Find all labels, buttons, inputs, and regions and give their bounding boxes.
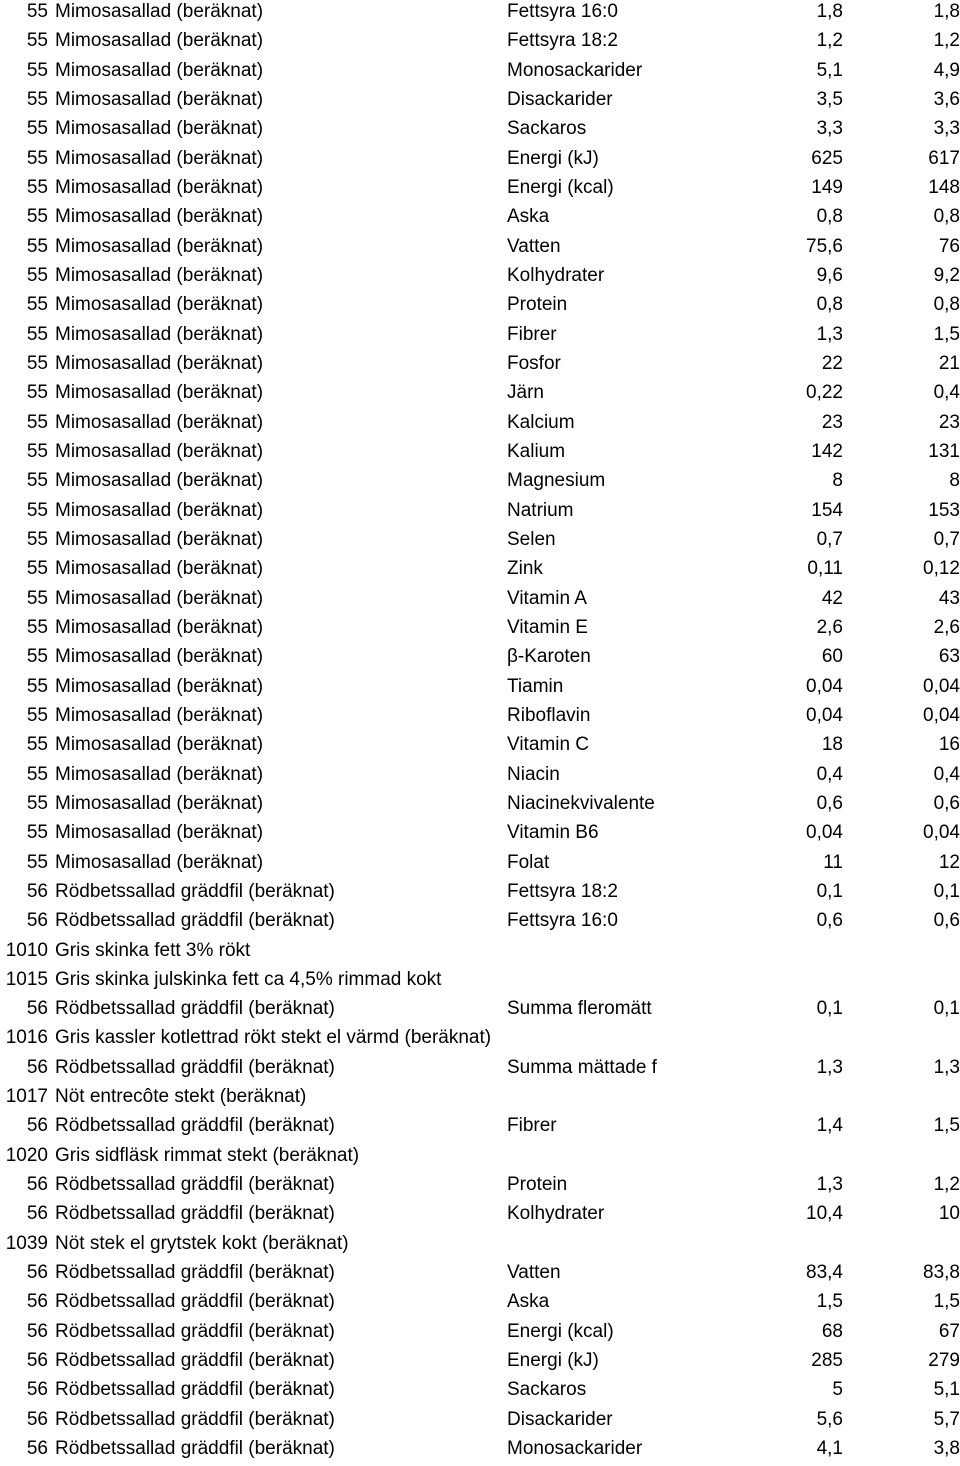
food-name: Nöt entrecôte stekt (beräknat)	[55, 1086, 307, 1108]
table-row	[0, 1085, 960, 1114]
value-2: 0,1	[933, 880, 960, 902]
table-row	[0, 763, 960, 792]
value-1: 0,4	[816, 763, 843, 785]
row-id: 56	[26, 1320, 48, 1342]
food-name: Rödbetssallad gräddfil (beräknat)	[55, 880, 335, 902]
nutrient-name: Energi (kJ)	[507, 1350, 599, 1372]
food-name: Mimosasallad (beräknat)	[55, 294, 264, 316]
table-row	[0, 352, 960, 381]
table-row	[0, 1232, 960, 1261]
value-1: 285	[811, 1350, 843, 1372]
value-1: 625	[811, 147, 843, 169]
food-name: Rödbetssallad gräddfil (beräknat)	[55, 998, 335, 1020]
food-name: Mimosasallad (beräknat)	[55, 675, 264, 697]
row-id: 1017	[5, 1086, 48, 1108]
table-row	[0, 1144, 960, 1173]
value-2: 2,6	[933, 616, 960, 638]
value-1: 2,6	[816, 616, 843, 638]
value-2: 0,04	[923, 822, 960, 844]
value-2: 1,8	[933, 1, 960, 22]
table-row	[0, 1290, 960, 1319]
food-name: Rödbetssallad gräddfil (beräknat)	[55, 1262, 335, 1284]
value-2: 0,8	[933, 294, 960, 316]
table-row	[0, 59, 960, 88]
value-2: 1,2	[933, 30, 960, 52]
table-row	[0, 1437, 960, 1466]
nutrient-name: Sackaros	[507, 1379, 587, 1401]
nutrient-name: Fibrer	[507, 323, 557, 345]
food-name: Rödbetssallad gräddfil (beräknat)	[55, 1438, 335, 1460]
row-id: 55	[26, 382, 48, 404]
table-row	[0, 1378, 960, 1407]
row-id: 56	[26, 1262, 48, 1284]
value-2: 8	[949, 470, 960, 492]
value-1: 0,6	[816, 910, 843, 932]
nutrient-name: Folat	[507, 851, 550, 873]
nutrient-name: Energi (kcal)	[507, 1320, 614, 1342]
value-2: 0,8	[933, 206, 960, 228]
value-2: 76	[938, 235, 960, 257]
row-id: 55	[26, 470, 48, 492]
row-id: 56	[26, 1056, 48, 1078]
food-name: Rödbetssallad gräddfil (beräknat)	[55, 910, 335, 932]
food-name: Gris skinka julskinka fett ca 4,5% rimmad kokt	[55, 968, 442, 990]
table-row	[0, 0, 960, 29]
nutrient-name: Monosackarider	[507, 59, 643, 81]
value-1: 75,6	[806, 235, 843, 257]
value-2: 0,12	[923, 558, 960, 580]
table-row	[0, 1173, 960, 1202]
row-id: 56	[26, 1174, 48, 1196]
nutrient-name: Vatten	[507, 1262, 561, 1284]
food-name: Mimosasallad (beräknat)	[55, 176, 264, 198]
table-row	[0, 909, 960, 938]
value-1: 3,5	[816, 88, 843, 110]
row-id: 1015	[5, 968, 48, 990]
nutrient-name: β-Karoten	[507, 646, 591, 668]
value-2: 23	[938, 411, 960, 433]
table-row	[0, 616, 960, 645]
food-name: Rödbetssallad gräddfil (beräknat)	[55, 1350, 335, 1372]
value-1: 4,1	[816, 1438, 843, 1460]
value-1: 0,7	[816, 528, 843, 550]
row-id: 55	[26, 851, 48, 873]
food-name: Mimosasallad (beräknat)	[55, 792, 264, 814]
nutrient-name: Energi (kcal)	[507, 176, 614, 198]
food-name: Mimosasallad (beräknat)	[55, 411, 264, 433]
food-name: Gris kassler kotlettrad rökt stekt el värmd (beräknat)	[55, 1027, 492, 1049]
food-name: Mimosasallad (beräknat)	[55, 382, 264, 404]
nutrient-name: Vitamin C	[507, 734, 590, 756]
row-id: 55	[26, 675, 48, 697]
value-2: 16	[938, 734, 960, 756]
row-id: 55	[26, 822, 48, 844]
row-id: 55	[26, 352, 48, 374]
table-row	[0, 293, 960, 322]
value-1: 3,3	[816, 118, 843, 140]
table-row	[0, 939, 960, 968]
nutrient-name: Fosfor	[507, 352, 561, 374]
table-row	[0, 264, 960, 293]
table-row	[0, 117, 960, 146]
row-id: 56	[26, 1115, 48, 1137]
value-2: 0,4	[933, 382, 960, 404]
table-row	[0, 968, 960, 997]
food-name: Mimosasallad (beräknat)	[55, 235, 264, 257]
food-name: Mimosasallad (beräknat)	[55, 822, 264, 844]
value-1: 0,1	[816, 998, 843, 1020]
value-2: 1,3	[933, 1056, 960, 1078]
value-1: 0,04	[806, 822, 843, 844]
nutrient-name: Riboflavin	[507, 704, 591, 726]
table-row	[0, 733, 960, 762]
row-id: 55	[26, 734, 48, 756]
table-row	[0, 528, 960, 557]
row-id: 55	[26, 440, 48, 462]
row-id: 56	[26, 880, 48, 902]
value-1: 0,04	[806, 675, 843, 697]
nutrient-name: Aska	[507, 206, 550, 228]
value-2: 0,6	[933, 910, 960, 932]
table-row	[0, 1320, 960, 1349]
row-id: 55	[26, 587, 48, 609]
row-id: 55	[26, 235, 48, 257]
table-row	[0, 235, 960, 264]
row-id: 55	[26, 558, 48, 580]
value-1: 1,3	[816, 323, 843, 345]
row-id: 55	[26, 176, 48, 198]
nutrient-name: Vitamin E	[507, 616, 588, 638]
row-id: 56	[26, 1203, 48, 1225]
value-1: 1,3	[816, 1056, 843, 1078]
row-id: 55	[26, 88, 48, 110]
table-row	[0, 1056, 960, 1085]
row-id: 55	[26, 30, 48, 52]
food-name: Mimosasallad (beräknat)	[55, 763, 264, 785]
table-row	[0, 381, 960, 410]
value-2: 1,5	[933, 1291, 960, 1313]
food-name: Rödbetssallad gräddfil (beräknat)	[55, 1408, 335, 1430]
nutrient-name: Kalcium	[507, 411, 575, 433]
value-1: 23	[821, 411, 843, 433]
value-2: 63	[938, 646, 960, 668]
value-2: 67	[938, 1320, 960, 1342]
row-id: 56	[26, 1291, 48, 1313]
value-2: 0,7	[933, 528, 960, 550]
nutrient-name: Fettsyra 18:2	[507, 30, 618, 52]
value-2: 5,1	[933, 1379, 960, 1401]
row-id: 55	[26, 499, 48, 521]
food-name: Rödbetssallad gräddfil (beräknat)	[55, 1320, 335, 1342]
row-id: 55	[26, 147, 48, 169]
row-id: 55	[26, 704, 48, 726]
value-2: 43	[938, 587, 960, 609]
nutrient-name: Monosackarider	[507, 1438, 643, 1460]
value-2: 0,04	[923, 704, 960, 726]
food-name: Mimosasallad (beräknat)	[55, 558, 264, 580]
row-id: 55	[26, 646, 48, 668]
food-name: Mimosasallad (beräknat)	[55, 88, 264, 110]
row-id: 55	[26, 323, 48, 345]
food-name: Mimosasallad (beräknat)	[55, 470, 264, 492]
value-2: 1,5	[933, 323, 960, 345]
table-row	[0, 1114, 960, 1143]
value-2: 148	[928, 176, 960, 198]
nutrient-name: Fibrer	[507, 1115, 557, 1137]
row-id: 55	[26, 118, 48, 140]
food-name: Rödbetssallad gräddfil (beräknat)	[55, 1379, 335, 1401]
table-row	[0, 323, 960, 352]
table-row	[0, 205, 960, 234]
value-1: 1,2	[816, 30, 843, 52]
value-2: 3,3	[933, 118, 960, 140]
food-name: Mimosasallad (beräknat)	[55, 528, 264, 550]
table-row	[0, 675, 960, 704]
value-1: 0,22	[806, 382, 843, 404]
food-name: Mimosasallad (beräknat)	[55, 851, 264, 873]
value-1: 1,8	[816, 1, 843, 22]
value-1: 142	[811, 440, 843, 462]
nutrient-name: Kalium	[507, 440, 566, 462]
nutrient-name: Vitamin A	[507, 587, 587, 609]
value-1: 149	[811, 176, 843, 198]
value-1: 18	[821, 734, 843, 756]
nutrient-name: Zink	[507, 558, 543, 580]
table-row	[0, 147, 960, 176]
row-id: 56	[26, 910, 48, 932]
food-name: Mimosasallad (beräknat)	[55, 206, 264, 228]
food-name: Rödbetssallad gräddfil (beräknat)	[55, 1291, 335, 1313]
food-name: Mimosasallad (beräknat)	[55, 264, 264, 286]
table-row	[0, 469, 960, 498]
row-id: 55	[26, 411, 48, 433]
row-id: 55	[26, 616, 48, 638]
value-2: 10	[938, 1203, 960, 1225]
nutrient-name: Disackarider	[507, 1408, 613, 1430]
row-id: 55	[26, 294, 48, 316]
value-1: 60	[821, 646, 843, 668]
value-1: 5,6	[816, 1408, 843, 1430]
nutrient-name: Järn	[507, 382, 544, 404]
table-row	[0, 440, 960, 469]
table-row	[0, 792, 960, 821]
row-id: 55	[26, 792, 48, 814]
table-row	[0, 851, 960, 880]
value-1: 1,5	[816, 1291, 843, 1313]
value-2: 153	[928, 499, 960, 521]
food-name: Mimosasallad (beräknat)	[55, 147, 264, 169]
value-2: 3,8	[933, 1438, 960, 1460]
value-1: 0,04	[806, 704, 843, 726]
table-row	[0, 587, 960, 616]
nutrient-name: Kolhydrater	[507, 1203, 605, 1225]
nutrient-name: Magnesium	[507, 470, 606, 492]
food-name: Mimosasallad (beräknat)	[55, 440, 264, 462]
row-id: 56	[26, 1408, 48, 1430]
value-1: 5	[832, 1379, 843, 1401]
row-id: 55	[26, 264, 48, 286]
value-2: 0,6	[933, 792, 960, 814]
nutrient-name: Sackaros	[507, 118, 587, 140]
table-row	[0, 88, 960, 117]
value-2: 0,1	[933, 998, 960, 1020]
value-2: 131	[928, 440, 960, 462]
value-2: 1,5	[933, 1115, 960, 1137]
value-1: 11	[823, 851, 843, 873]
row-id: 55	[26, 59, 48, 81]
food-name: Mimosasallad (beräknat)	[55, 30, 264, 52]
nutrient-name: Protein	[507, 294, 568, 316]
nutrient-name: Selen	[507, 528, 556, 550]
food-name: Mimosasallad (beräknat)	[55, 734, 264, 756]
value-1: 154	[811, 499, 843, 521]
value-1: 1,4	[816, 1115, 843, 1137]
value-1: 10,4	[806, 1203, 843, 1225]
table-row	[0, 821, 960, 850]
food-name: Rödbetssallad gräddfil (beräknat)	[55, 1056, 335, 1078]
value-1: 22	[821, 352, 843, 374]
row-id: 55	[26, 206, 48, 228]
nutrient-name: Niacinekvivalente	[507, 792, 655, 814]
table-row	[0, 1261, 960, 1290]
row-id: 1010	[5, 939, 48, 961]
row-id: 1020	[5, 1144, 48, 1166]
value-2: 4,9	[933, 59, 960, 81]
food-name: Mimosasallad (beräknat)	[55, 59, 264, 81]
food-name: Mimosasallad (beräknat)	[55, 587, 264, 609]
table-row	[0, 704, 960, 733]
nutrient-name: Fettsyra 18:2	[507, 880, 618, 902]
food-name: Mimosasallad (beräknat)	[55, 1, 264, 22]
food-name: Rödbetssallad gräddfil (beräknat)	[55, 1203, 335, 1225]
value-2: 83,8	[923, 1262, 960, 1284]
value-1: 8	[832, 470, 843, 492]
nutrient-name: Fettsyra 16:0	[507, 910, 618, 932]
row-id: 55	[26, 1, 48, 22]
row-id: 1016	[5, 1027, 48, 1049]
table-row	[0, 411, 960, 440]
value-2: 1,2	[933, 1174, 960, 1196]
nutrient-name: Protein	[507, 1174, 568, 1196]
food-name: Mimosasallad (beräknat)	[55, 352, 264, 374]
value-1: 42	[821, 587, 843, 609]
food-name: Rödbetssallad gräddfil (beräknat)	[55, 1115, 335, 1137]
food-name: Nöt stek el grytstek kokt (beräknat)	[55, 1232, 349, 1254]
nutrient-name: Tiamin	[507, 675, 564, 697]
table-row	[0, 557, 960, 586]
nutrient-name: Kolhydrater	[507, 264, 605, 286]
nutrient-name: Vitamin B6	[507, 822, 599, 844]
value-2: 3,6	[933, 88, 960, 110]
food-name: Mimosasallad (beräknat)	[55, 704, 264, 726]
row-id: 56	[26, 1350, 48, 1372]
value-1: 0,6	[816, 792, 843, 814]
nutrient-name: Disackarider	[507, 88, 613, 110]
table-row	[0, 1349, 960, 1378]
table-row	[0, 1408, 960, 1437]
table-row	[0, 997, 960, 1026]
value-1: 9,6	[816, 264, 843, 286]
row-id: 56	[26, 1438, 48, 1460]
nutrient-name: Natrium	[507, 499, 574, 521]
table-row	[0, 645, 960, 674]
value-1: 5,1	[816, 59, 843, 81]
nutrient-name: Energi (kJ)	[507, 147, 599, 169]
row-id: 1039	[5, 1232, 48, 1254]
food-name: Mimosasallad (beräknat)	[55, 616, 264, 638]
food-name: Rödbetssallad gräddfil (beräknat)	[55, 1174, 335, 1196]
nutrient-name: Niacin	[507, 763, 560, 785]
table-row	[0, 880, 960, 909]
value-2: 0,4	[933, 763, 960, 785]
value-1: 68	[821, 1320, 843, 1342]
table-row	[0, 499, 960, 528]
food-name: Gris skinka fett 3% rökt	[55, 939, 251, 961]
nutrient-name: Summa mättade f	[507, 1056, 657, 1078]
table-row	[0, 176, 960, 205]
food-name: Mimosasallad (beräknat)	[55, 646, 264, 668]
nutrient-name: Summa fleromätt	[507, 998, 652, 1020]
value-1: 0,8	[816, 206, 843, 228]
food-name: Gris sidfläsk rimmat stekt (beräknat)	[55, 1144, 360, 1166]
food-name: Mimosasallad (beräknat)	[55, 323, 264, 345]
value-2: 0,04	[923, 675, 960, 697]
row-id: 56	[26, 1379, 48, 1401]
food-name: Mimosasallad (beräknat)	[55, 499, 264, 521]
row-id: 55	[26, 763, 48, 785]
food-name: Mimosasallad (beräknat)	[55, 118, 264, 140]
value-2: 9,2	[933, 264, 960, 286]
nutrient-name: Fettsyra 16:0	[507, 1, 618, 22]
value-1: 0,8	[816, 294, 843, 316]
value-1: 0,11	[807, 558, 843, 580]
value-2: 12	[938, 851, 960, 873]
value-2: 21	[938, 352, 960, 374]
table-row	[0, 1026, 960, 1055]
value-1: 1,3	[816, 1174, 843, 1196]
value-1: 83,4	[806, 1262, 843, 1284]
nutrient-name: Vatten	[507, 235, 561, 257]
value-2: 617	[928, 147, 960, 169]
table-row	[0, 29, 960, 58]
value-1: 0,1	[816, 880, 843, 902]
value-2: 279	[928, 1350, 960, 1372]
nutrient-name: Aska	[507, 1291, 550, 1313]
row-id: 56	[26, 998, 48, 1020]
value-2: 5,7	[933, 1408, 960, 1430]
row-id: 55	[26, 528, 48, 550]
table-row	[0, 1202, 960, 1231]
